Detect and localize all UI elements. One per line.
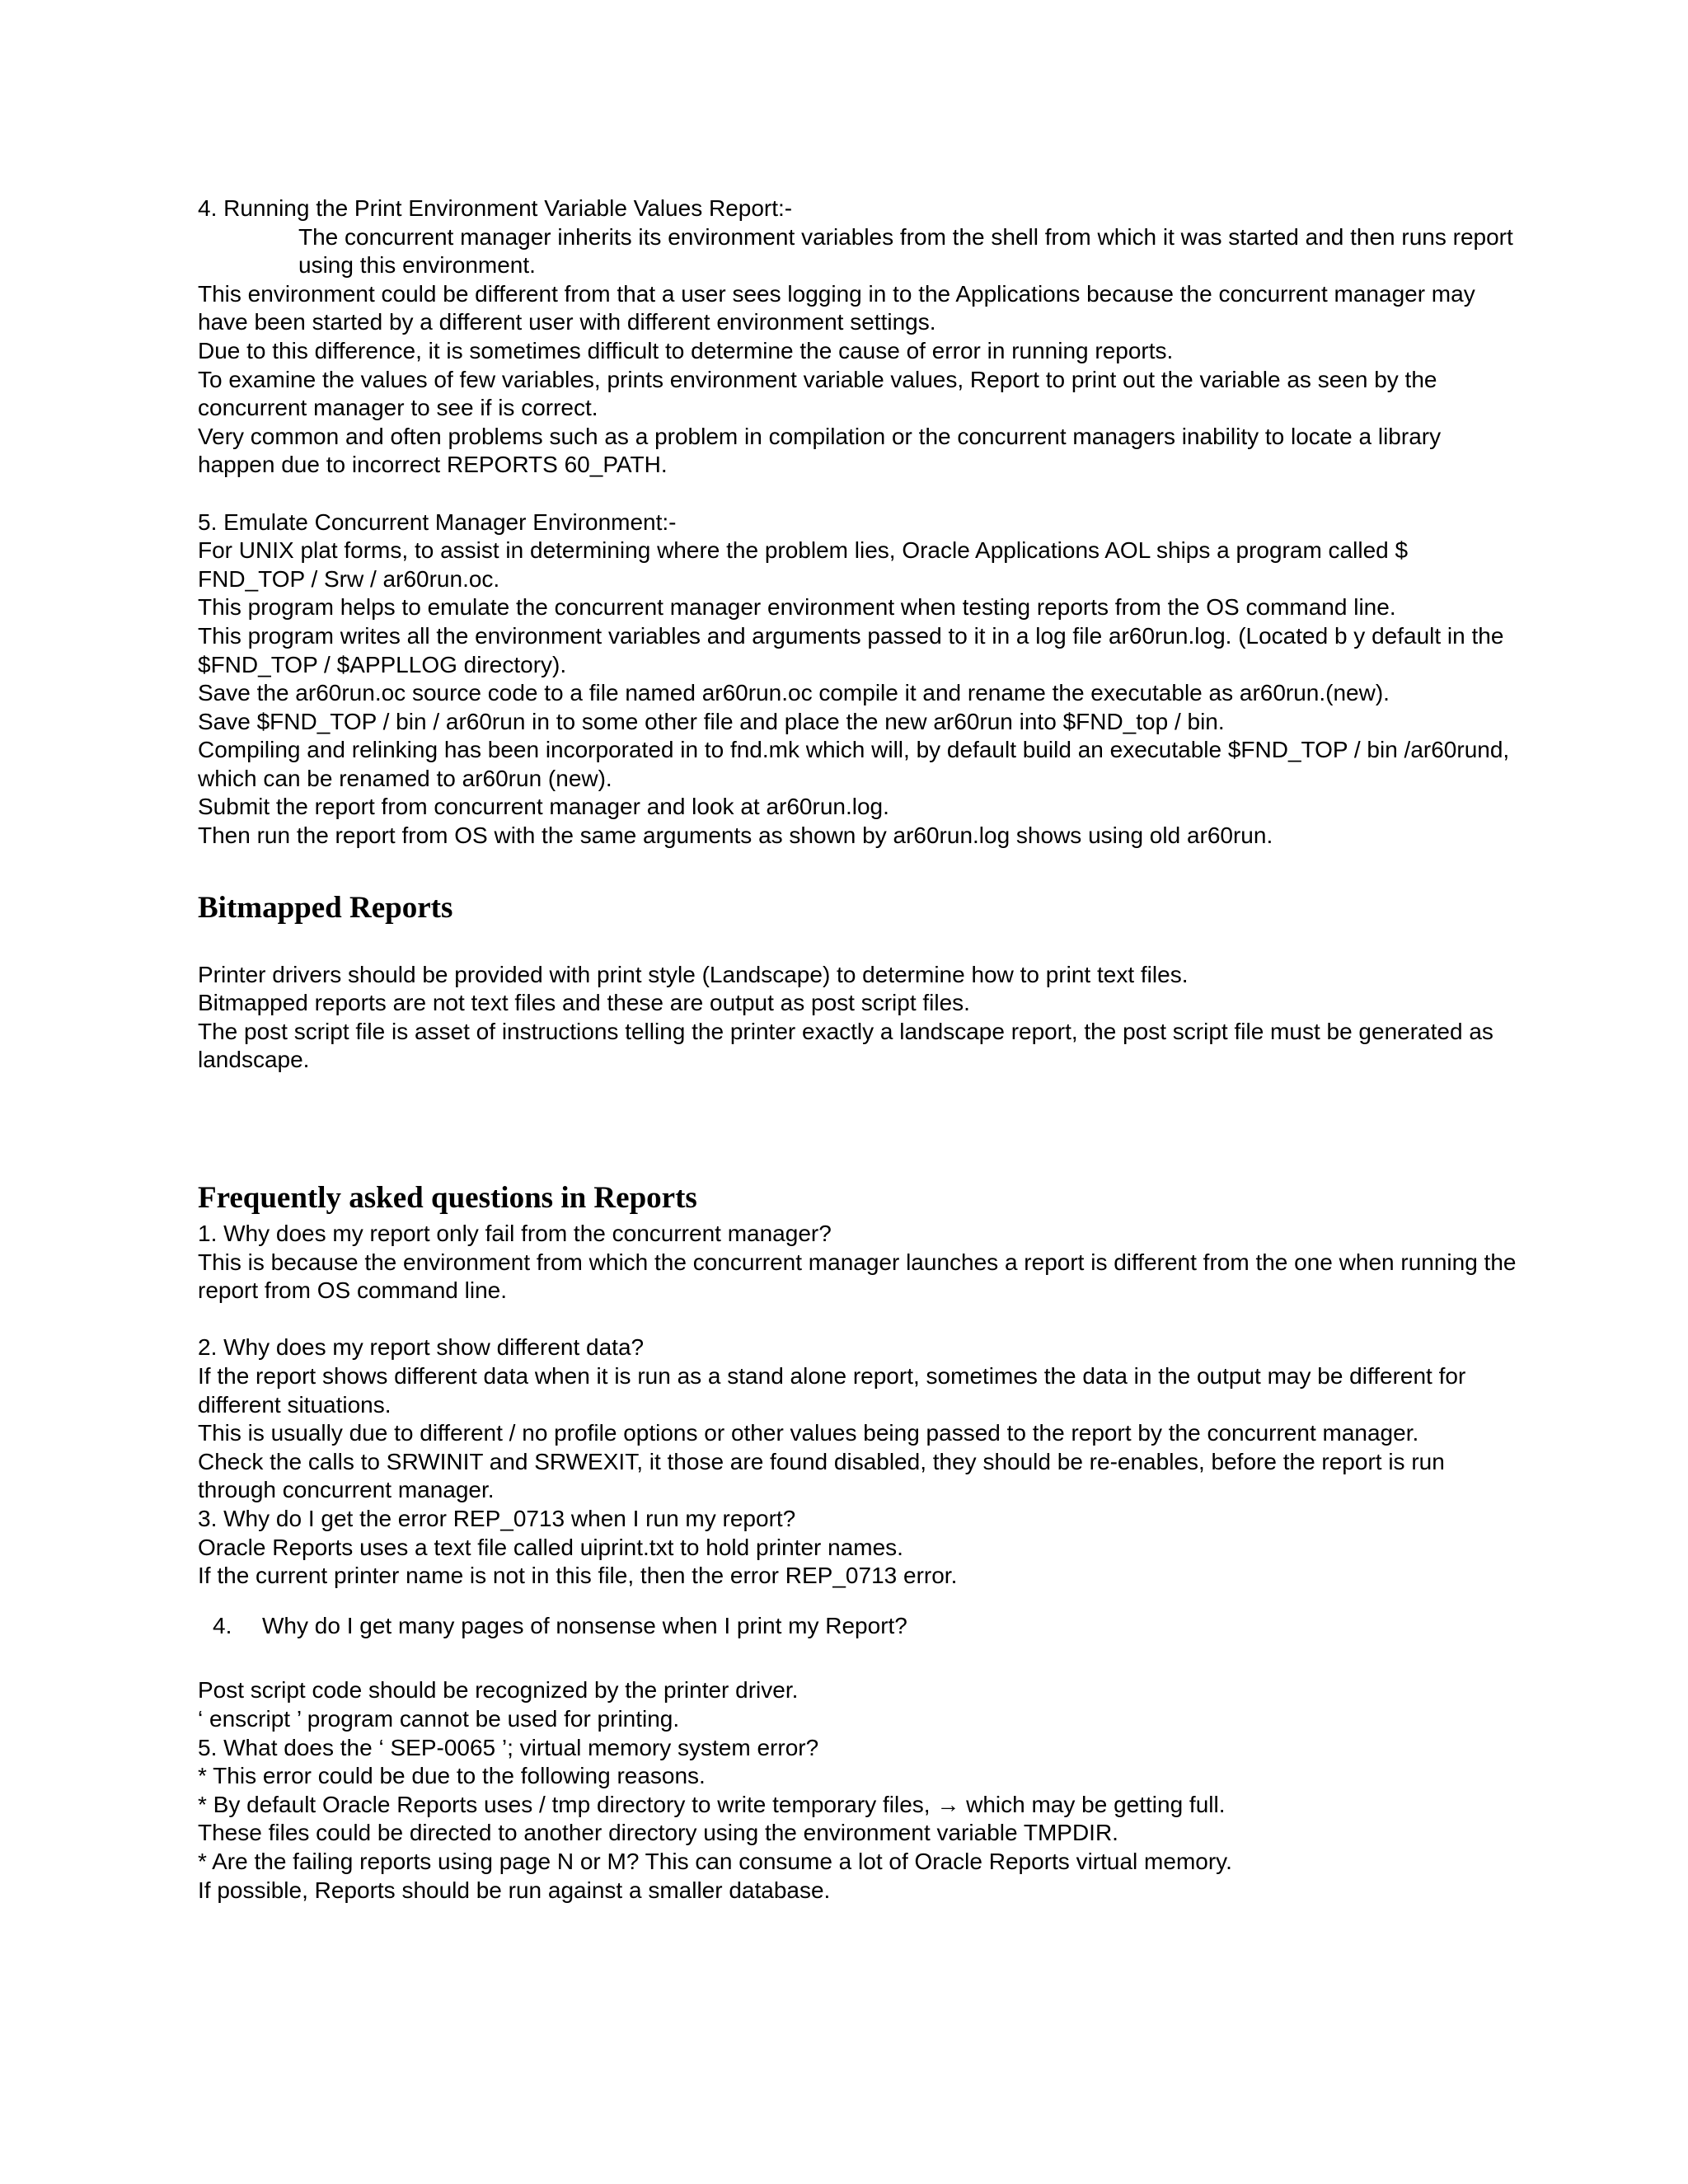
spacer bbox=[198, 480, 1517, 509]
faq-answer: Check the calls to SRWINIT and SRWEXIT, it those are found disabled, they should be re-enables, before the report is run through concurrent manager. bbox=[198, 1448, 1445, 1503]
faq-answer: This is usually due to different / no profile options or other values being passed to the report by the concurrent manager. bbox=[198, 1420, 1419, 1446]
faq-question: 1. Why does my report only fail from the concurrent manager? bbox=[198, 1221, 832, 1247]
section-4-line: Due to this difference, it is sometimes difficult to determine the cause of error in running reports. bbox=[198, 337, 1174, 363]
section-5-line: Save the ar60run.oc source code to a file named ar60run.oc compile it and rename the executable as ar60run.(new). bbox=[198, 680, 1390, 706]
faq-answer: Post script code should be recognized by the printer driver. bbox=[198, 1677, 799, 1704]
faq-q1 bbox=[198, 1220, 1517, 1305]
faq-answer: These files could be directed to another directory using the environment variable TMPDIR. bbox=[198, 1820, 1118, 1846]
document-page bbox=[198, 194, 1517, 1905]
section-4-title: 4. Running the Print Environment Variable Values Report:- bbox=[198, 195, 793, 221]
bitmapped-heading: Bitmapped Reports bbox=[198, 890, 453, 925]
section-5-line: Submit the report from concurrent manager and look at ar60run.log. bbox=[198, 794, 889, 820]
faq-q4-answers bbox=[198, 1676, 1517, 1733]
section-5-line: Compiling and relinking has been incorporated in to fnd.mk which will, by default build an executable $FND_TOP / bin /ar60rund, which can be renamed to ar60run (new). bbox=[198, 737, 1510, 791]
faq-answer: * Are the failing reports using page N or M? This can consume a lot of Oracle Reports virtual memory. bbox=[198, 1848, 1232, 1874]
faq-answer: * By default Oracle Reports uses / tmp directory to write temporary files, → which may be getting full. bbox=[198, 1791, 1226, 1817]
faq-answer: If the current printer name is not in this file, then the error REP_0713 error. bbox=[198, 1563, 958, 1589]
section-5-title: 5. Emulate Concurrent Manager Environment:- bbox=[198, 509, 677, 535]
section-5-line: This program helps to emulate the concurrent manager environment when testing reports from the OS command line. bbox=[198, 594, 1396, 621]
bitmapped-section bbox=[198, 961, 1517, 1075]
section-5-line: For UNIX plat forms, to assist in determining where the problem lies, Oracle Applications AOL ships a program called $ FND_TOP / Srw / ar60run.oc. bbox=[198, 537, 1409, 592]
faq-answer: This is because the environment from which the concurrent manager launches a report is different from the one when running the report from OS command line. bbox=[198, 1249, 1517, 1304]
section-4-line: To examine the values of few variables, prints environment variable values, Report to print out the variable as seen by the concurrent manager to see if is correct. bbox=[198, 366, 1437, 421]
faq-answer: If the report shows different data when it is run as a stand alone report, sometimes the data in the output may be different for different situations. bbox=[198, 1363, 1466, 1418]
section-5-line: Then run the report from OS with the same arguments as shown by ar60run.log shows using old ar60run. bbox=[198, 823, 1273, 849]
faq-q5 bbox=[198, 1734, 1517, 1905]
bitmapped-line: Printer drivers should be provided with print style (Landscape) to determine how to print text files. bbox=[198, 961, 1189, 987]
faq-question: 5. What does the ‘ SEP-0065 ’; virtual memory system error? bbox=[198, 1734, 819, 1760]
faq-q2 bbox=[198, 1333, 1517, 1505]
faq-answer: ‘ enscript ’ program cannot be used for printing. bbox=[198, 1705, 680, 1732]
section-5-line: Save $FND_TOP / bin / ar60run in to some other file and place the new ar60run into $FND_top / bin. bbox=[198, 708, 1225, 734]
section-4-line: This environment could be different from that a user sees logging in to the Applications because the concurrent manager may have been started by a different user with different environment settings. bbox=[198, 280, 1475, 335]
section-4 bbox=[198, 194, 1517, 480]
faq-answer: If possible, Reports should be run against a smaller database. bbox=[198, 1877, 831, 1903]
section-4-line: Very common and often problems such as a problem in compilation or the concurrent managers inability to locate a library happen due to incorrect REPORTS 60_PATH. bbox=[198, 423, 1442, 478]
faq-q4-number: 4. bbox=[213, 1612, 232, 1638]
bitmapped-line: Bitmapped reports are not text files and these are output as post script files. bbox=[198, 990, 970, 1016]
bitmapped-line: The post script file is asset of instructions telling the printer exactly a landscape report, the post script file must be generated as landscape. bbox=[198, 1018, 1493, 1073]
section-5 bbox=[198, 509, 1517, 851]
faq-heading: Frequently asked questions in Reports bbox=[198, 1181, 697, 1216]
faq-question: 3. Why do I get the error REP_0713 when I run my report? bbox=[198, 1505, 796, 1531]
faq-q3 bbox=[198, 1505, 1517, 1591]
faq-answer: * This error could be due to the following reasons. bbox=[198, 1763, 706, 1789]
faq-answer: Oracle Reports uses a text file called uiprint.txt to hold printer names. bbox=[198, 1534, 903, 1560]
faq-question: 2. Why does my report show different data? bbox=[198, 1334, 645, 1361]
faq-q4-question-row bbox=[198, 1612, 1517, 1641]
faq-question: Why do I get many pages of nonsense when I print my Report? bbox=[262, 1612, 907, 1638]
spacer bbox=[198, 1305, 1517, 1334]
section-5-line: This program writes all the environment variables and arguments passed to it in a log file ar60run.log. (Located b y default in the $FND_TOP / $APPLLOG directory). bbox=[198, 622, 1504, 677]
section-4-line: The concurrent manager inherits its environment variables from the shell from which it was started and then runs report using this environment. bbox=[298, 223, 1513, 279]
